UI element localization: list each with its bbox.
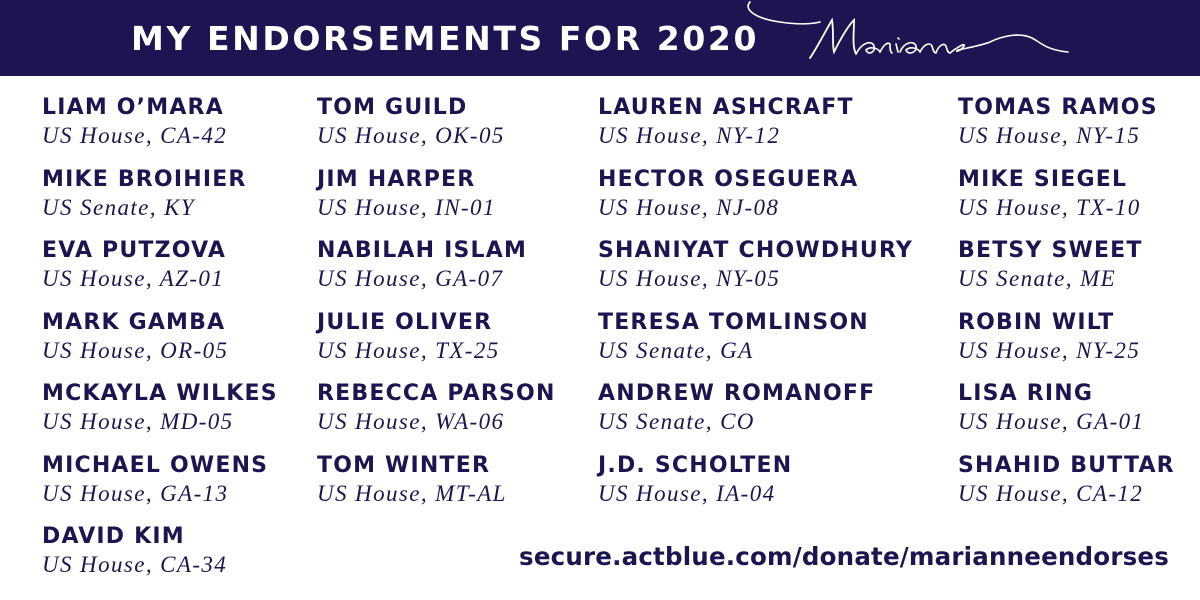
candidate-name: BETSY SWEET [958, 238, 1143, 263]
candidate-office: US House, TX-25 [317, 337, 500, 363]
candidate-entry [42, 236, 278, 308]
candidate-entry [42, 451, 278, 523]
candidate-entry [42, 93, 278, 165]
candidate-name: NABILAH ISLAM [317, 238, 528, 263]
candidate-entry [598, 93, 913, 165]
candidate-name: SHANIYAT CHOWDHURY [598, 238, 914, 263]
candidate-entry [958, 236, 1175, 308]
candidate-entry [317, 379, 556, 451]
candidate-entry [598, 308, 913, 380]
candidate-name: ROBIN WILT [958, 309, 1115, 335]
candidate-name: MIKE SIEGEL [958, 166, 1128, 192]
candidate-office: US House, IA-04 [598, 480, 776, 506]
candidate-entry [317, 93, 556, 165]
candidate-office: US House, MD-05 [42, 409, 234, 434]
candidate-office: US House, CA-42 [42, 123, 228, 148]
candidate-office: US House, CA-12 [958, 480, 1144, 506]
candidate-entry [958, 379, 1175, 451]
candidate-office: US House, NY-15 [958, 123, 1141, 148]
candidate-office: US House, TX-10 [958, 194, 1141, 220]
candidate-office: US House, OR-05 [42, 337, 229, 363]
header-banner [0, 0, 1200, 76]
candidate-entry [317, 165, 556, 237]
candidate-column-4 [958, 93, 1175, 522]
candidate-name: J.D. SCHOLTEN [598, 452, 793, 478]
candidate-office: US Senate, ME [958, 266, 1117, 291]
candidate-name: MARK GAMBA [42, 309, 226, 335]
candidate-name: EVA PUTZOVA [42, 238, 227, 263]
candidate-office: US House, CA-34 [42, 552, 228, 577]
candidate-office: US House, OK-05 [317, 123, 505, 148]
page-title: MY ENDORSEMENTS FOR 2020 [131, 19, 760, 58]
candidate-column-2 [317, 93, 556, 522]
candidate-entry [42, 522, 278, 594]
candidate-name: DAVID KIM [42, 524, 185, 549]
candidate-office: US Senate, CO [598, 409, 755, 434]
candidate-office: US Senate, GA [598, 337, 754, 363]
candidate-name: ANDREW ROMANOFF [598, 381, 876, 406]
candidate-name: MCKAYLA WILKES [42, 381, 278, 406]
candidate-entry [42, 379, 278, 451]
candidate-office: US House, MT-AL [317, 480, 507, 506]
candidate-entry [958, 308, 1175, 380]
candidate-name: TOM WINTER [317, 452, 491, 478]
candidate-office: US House, GA-01 [958, 409, 1145, 434]
candidate-office: US Senate, KY [42, 194, 195, 220]
candidate-entry [958, 93, 1175, 165]
candidate-name: TOMAS RAMOS [958, 95, 1158, 120]
candidate-office: US House, WA-06 [317, 409, 505, 434]
candidate-name: LISA RING [958, 381, 1094, 406]
candidate-name: MIKE BROIHIER [42, 166, 247, 192]
candidate-column-1 [42, 93, 278, 594]
candidate-office: US House, NJ-08 [598, 194, 780, 220]
candidate-name: MICHAEL OWENS [42, 452, 269, 478]
candidate-office: US House, NY-05 [598, 266, 781, 291]
candidate-office: US House, GA-13 [42, 480, 229, 506]
candidate-column-3 [598, 93, 913, 522]
candidate-name: TOM GUILD [317, 95, 468, 120]
candidate-name: LIAM O’MARA [42, 95, 224, 120]
candidate-entry [317, 236, 556, 308]
candidate-office: US House, NY-25 [958, 337, 1141, 363]
signature-logo [740, 0, 1080, 70]
candidate-name: SHAHID BUTTAR [958, 452, 1175, 478]
candidate-name: TERESA TOMLINSON [598, 309, 869, 335]
candidate-entry [958, 451, 1175, 523]
candidate-office: US House, GA-07 [317, 266, 504, 291]
candidate-entry [42, 308, 278, 380]
candidate-office: US House, NY-12 [598, 123, 781, 148]
candidate-office: US House, IN-01 [317, 194, 496, 220]
candidate-entry [958, 165, 1175, 237]
candidate-name: REBECCA PARSON [317, 381, 556, 406]
candidate-name: JIM HARPER [317, 166, 476, 192]
candidate-name: LAUREN ASHCRAFT [598, 95, 854, 120]
donate-link[interactable]: secure.actblue.com/donate/marianneendorses [519, 542, 1169, 571]
candidate-entry [317, 451, 556, 523]
candidate-entry [598, 451, 913, 523]
candidate-name: HECTOR OSEGUERA [598, 166, 859, 192]
candidate-office: US House, AZ-01 [42, 266, 225, 291]
candidate-entry [317, 308, 556, 380]
candidate-name: JULIE OLIVER [317, 309, 493, 335]
candidate-entry [42, 165, 278, 237]
candidate-entry [598, 379, 913, 451]
candidate-entry [598, 165, 913, 237]
candidate-entry [598, 236, 913, 308]
